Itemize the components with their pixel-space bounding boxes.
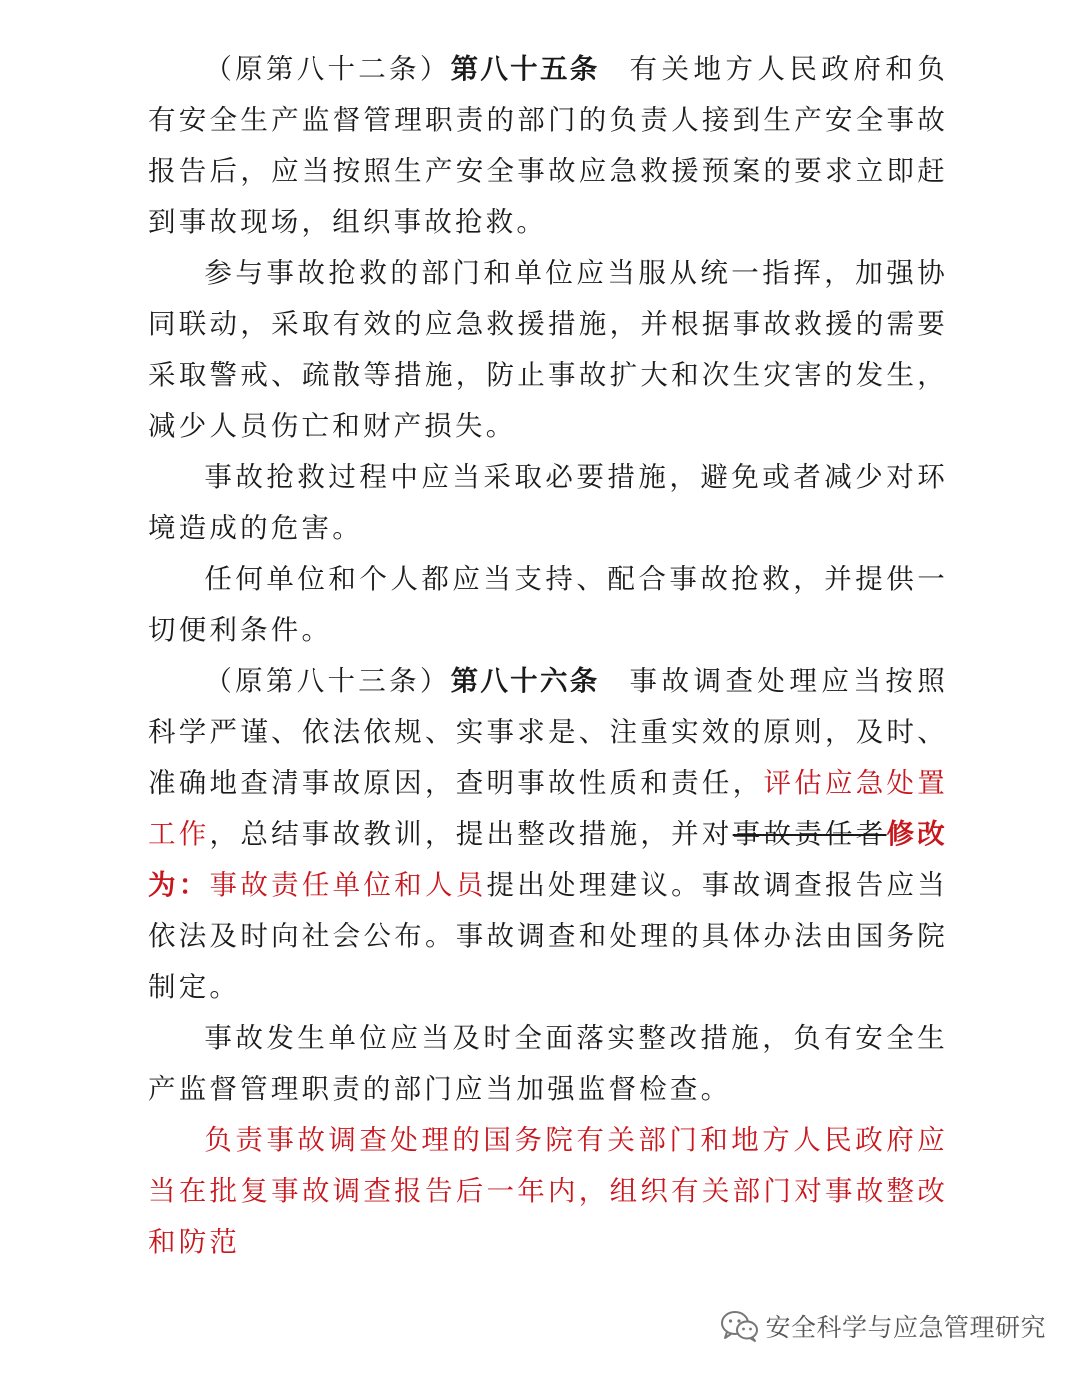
article-86-paragraph-3-added: 负责事故调查处理的国务院有关部门和地方人民政府应当在批复事故调查报告后一年内，组织有关部门对事故整改和防范 [148,1124,948,1258]
article-85-paragraph-1 [148,44,948,248]
article-85-title: 第八十五条 [450,53,600,85]
article-86-text-b: ，总结事故教训，提出整改措施，并对 [209,818,733,850]
article-86-paragraph-2: 事故发生单位应当及时全面落实整改措施，负有安全生产监督管理职责的部门应当加强监督检查。 [148,1022,948,1105]
article-86-text-c: 提出处理建议。事故调查报告应当依法及时向社会公布。事故调查和处理的具体办法由国务院制定。 [148,869,948,1003]
article-85-paragraph-3: 事故抢救过程中应当采取必要措施，避免或者减少对环境造成的危害。 [148,461,948,544]
modification-label: 修改为： [148,818,949,901]
article-86-paragraph-1 [148,656,948,1013]
wechat-icon [719,1309,761,1343]
wechat-account-watermark [719,1308,1046,1344]
document-page [148,44,948,1268]
article-86-text-a: 事故调查处理应当按照科学严谨、依法依规、实事求是、注重实效的原则，及时、准确地查清事故原因，查明事故性质和责任， [148,665,949,799]
article-85-paragraph-4: 任何单位和个人都应当支持、配合事故抢救，并提供一切便利条件。 [148,563,948,646]
article-86-title: 第八十六条 [450,665,600,697]
article-86-origin: （原第八十三条） [204,665,451,697]
article-85-origin: （原第八十二条） [204,53,451,85]
article-85-text-1: 有关地方人民政府和负有安全生产监督管理职责的部门的负责人接到生产安全事故报告后，应当按照生产安全事故应急救援预案的要求立即赶到事故现场，组织事故抢救。 [148,53,949,238]
added-text-emergency-evaluation: 评估应急处置工作 [148,767,948,850]
added-text-responsible-units: 事故责任单位和人员 [209,869,487,901]
article-85-paragraph-2: 参与事故抢救的部门和单位应当服从统一指挥，加强协同联动，采取有效的应急救援措施，并根据事故救援的需要采取警戒、疏散等措施，防止事故扩大和次生灾害的发生，减少人员伤亡和财产损失。 [148,257,948,442]
wechat-account-name: 安全科学与应急管理研究 [765,1313,1046,1342]
deleted-text-responsible-person: 事故责任者 [732,818,887,850]
